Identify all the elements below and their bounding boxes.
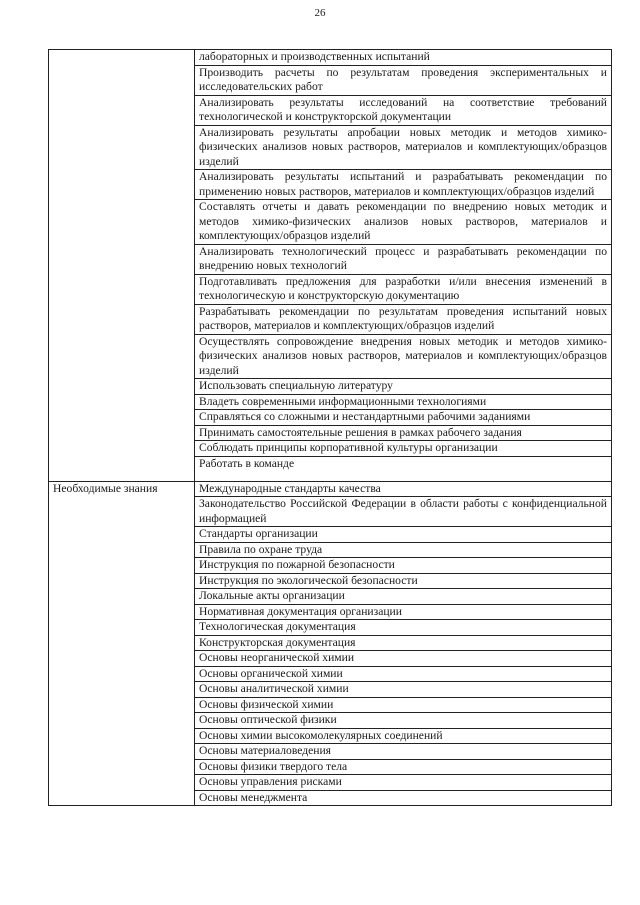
skill-item: лабораторных и производственных испытаний bbox=[195, 50, 612, 66]
section-label-knowledge: Необходимые знания bbox=[49, 481, 195, 806]
knowledge-item: Международные стандарты качества bbox=[195, 481, 612, 497]
skill-item: Производить расчеты по результатам проведения экспериментальных и исследовательских работ bbox=[195, 65, 612, 95]
skill-item: Соблюдать принципы корпоративной культуры организации bbox=[195, 441, 612, 457]
skill-item: Анализировать результаты испытаний и разрабатывать рекомендации по применению новых растворов, материалов и комплектующих/образцов изделий bbox=[195, 170, 612, 200]
skill-item: Анализировать технологический процесс и разрабатывать рекомендации по внедрению новых технологий bbox=[195, 244, 612, 274]
knowledge-item: Основы управления рисками bbox=[195, 775, 612, 791]
skill-item: Работать в команде bbox=[195, 456, 612, 481]
table-row bbox=[49, 481, 612, 497]
knowledge-item: Локальные акты организации bbox=[195, 589, 612, 605]
knowledge-item: Основы химии высокомолекулярных соединений bbox=[195, 728, 612, 744]
skill-item: Подготавливать предложения для разработки и/или внесения изменений в технологическую и конструкторскую документацию bbox=[195, 274, 612, 304]
knowledge-item: Основы менеджмента bbox=[195, 790, 612, 806]
knowledge-item: Основы неорганической химии bbox=[195, 651, 612, 667]
skill-item: Принимать самостоятельные решения в рамках рабочего задания bbox=[195, 425, 612, 441]
knowledge-item: Основы аналитической химии bbox=[195, 682, 612, 698]
knowledge-item: Правила по охране труда bbox=[195, 542, 612, 558]
page-number: 26 bbox=[314, 7, 326, 19]
skill-item: Составлять отчеты и давать рекомендации по внедрению новых методик и методов химико-физических анализов новых растворов, материалов и комплектующих/образцов изделий bbox=[195, 200, 612, 245]
knowledge-item: Законодательство Российской Федерации в области работы с конфиденциальной информацией bbox=[195, 497, 612, 527]
knowledge-item: Основы органической химии bbox=[195, 666, 612, 682]
section-label-skills bbox=[49, 50, 195, 482]
skill-item: Справляться со сложными и нестандартными рабочими заданиями bbox=[195, 410, 612, 426]
knowledge-item: Стандарты организации bbox=[195, 527, 612, 543]
skill-item: Анализировать результаты исследований на соответствие требований технологической и конструкторской документации bbox=[195, 95, 612, 125]
knowledge-item: Основы физики твердого тела bbox=[195, 759, 612, 775]
knowledge-item: Основы материаловедения bbox=[195, 744, 612, 760]
skill-item: Анализировать результаты апробации новых методик и методов химико-физических анализов новых растворов, материалов и комплектующих/образцов изделий bbox=[195, 125, 612, 170]
knowledge-item: Основы физической химии bbox=[195, 697, 612, 713]
knowledge-item: Основы оптической физики bbox=[195, 713, 612, 729]
knowledge-item: Инструкция по пожарной безопасности bbox=[195, 558, 612, 574]
knowledge-item: Нормативная документация организации bbox=[195, 604, 612, 620]
knowledge-item: Инструкция по экологической безопасности bbox=[195, 573, 612, 589]
skill-item: Осуществлять сопровождение внедрения новых методик и методов химико-физических анализов новых растворов, материалов и комплектующих/образцов изделий bbox=[195, 334, 612, 379]
skill-item: Разрабатывать рекомендации по результатам проведения испытаний новых растворов, материалов и комплектующих/образцов изделий bbox=[195, 304, 612, 334]
skill-item: Использовать специальную литературу bbox=[195, 379, 612, 395]
knowledge-item: Технологическая документация bbox=[195, 620, 612, 636]
skill-item: Владеть современными информационными технологиями bbox=[195, 394, 612, 410]
table-row bbox=[49, 50, 612, 66]
knowledge-item: Конструкторская документация bbox=[195, 635, 612, 651]
competency-table bbox=[48, 49, 612, 806]
